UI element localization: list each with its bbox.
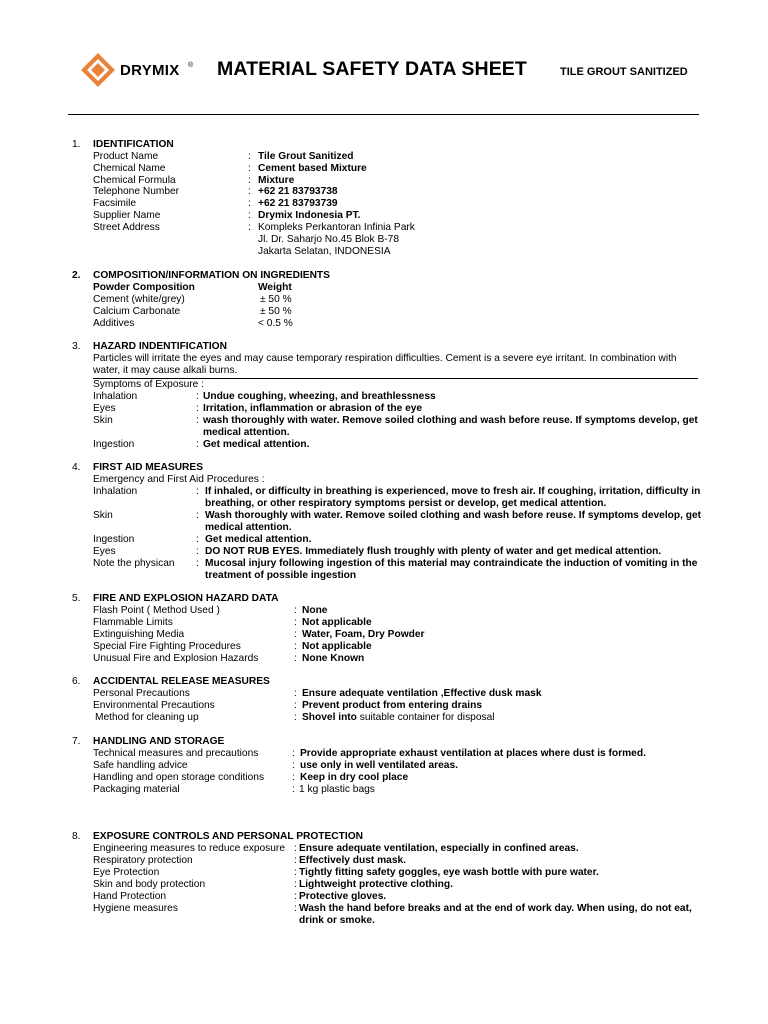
- field-label: Ingestion: [93, 534, 135, 545]
- field-label: Eyes: [93, 546, 116, 557]
- colon: :: [196, 534, 199, 545]
- field-value: +62 21 83793738: [258, 186, 338, 197]
- section-heading: EXPOSURE CONTROLS AND PERSONAL PROTECTION: [93, 831, 363, 842]
- subheading: Emergency and First Aid Procedures :: [93, 474, 265, 485]
- field-value: Tightly fitting safety goggles, eye wash bottle with pure water.: [299, 867, 599, 878]
- field-value: 1 kg plastic bags: [299, 784, 375, 795]
- section-heading: FIRE AND EXPLOSION HAZARD DATA: [93, 593, 279, 604]
- colon: :: [294, 712, 297, 723]
- ingredient-weight: < 0.5 %: [258, 318, 293, 329]
- field-label: Ingestion: [93, 439, 135, 450]
- field-label: Chemical Formula: [93, 175, 176, 186]
- field-value: +62 21 83793739: [258, 198, 338, 209]
- field-label: Extinguishing Media: [93, 629, 185, 640]
- colon: :: [196, 510, 199, 521]
- ingredient-name: Cement (white/grey): [93, 294, 185, 305]
- section-heading: IDENTIFICATION: [93, 139, 174, 150]
- section-heading: COMPOSITION/INFORMATION ON INGREDIENTS: [93, 270, 330, 281]
- field-value: use only in well ventilated areas.: [300, 760, 458, 771]
- colon: :: [196, 486, 199, 497]
- field-value: Irritation, inflammation or abrasion of the eye: [203, 403, 423, 414]
- section-number: 7.: [72, 736, 81, 747]
- field-label: Respiratory protection: [93, 855, 193, 866]
- colon: :: [294, 903, 297, 914]
- field-value: wash thoroughly with water. Remove soiled clothing and wash before reuse. If symptoms develop, get: [203, 415, 698, 426]
- colon: :: [248, 163, 251, 174]
- field-label: Inhalation: [93, 391, 138, 402]
- field-value: Get medical attention.: [203, 439, 310, 450]
- field-label: Eye Protection: [93, 867, 160, 878]
- field-value: Mixture: [258, 175, 295, 186]
- field-value: Get medical attention.: [205, 534, 312, 545]
- field-value: Drymix Indonesia PT.: [258, 210, 361, 221]
- subheading: Symptoms of Exposure :: [93, 379, 204, 390]
- colon: :: [196, 391, 199, 402]
- address-line: Jakarta Selatan, INDONESIA: [258, 246, 391, 257]
- ingredient-weight: ± 50 %: [260, 306, 292, 317]
- colon: :: [294, 688, 297, 699]
- field-label: Flash Point ( Method Used ): [93, 605, 220, 616]
- colon: :: [294, 629, 297, 640]
- ingredient-name: Calcium Carbonate: [93, 306, 181, 317]
- ingredient-name: Additives: [93, 318, 135, 329]
- field-label: Special Fire Fighting Procedures: [93, 641, 241, 652]
- colon: :: [294, 653, 297, 664]
- field-value-cont: breathing, or other respiratory symptoms persist or develop, get medical attention.: [205, 498, 607, 509]
- field-value: DO NOT RUB EYES. Immediately flush troughly with plenty of water and get medical attention.: [205, 546, 662, 557]
- field-label: Method for cleaning up: [95, 712, 199, 723]
- field-value-cont: medical attention.: [203, 427, 290, 438]
- colon: :: [294, 617, 297, 628]
- colon: :: [294, 641, 297, 652]
- colon: :: [294, 855, 297, 866]
- field-label: Engineering measures to reduce exposure: [93, 843, 285, 854]
- column-header: Powder Composition: [93, 282, 195, 293]
- colon: :: [292, 748, 295, 759]
- field-value: Prevent product from entering drains: [302, 700, 483, 711]
- section-number: 3.: [72, 341, 81, 352]
- field-label: Eyes: [93, 403, 116, 414]
- section-number: 6.: [72, 676, 81, 687]
- field-label: Telephone Number: [93, 186, 180, 197]
- section-number: 8.: [72, 831, 81, 842]
- field-value: Not applicable: [302, 617, 372, 628]
- colon: :: [292, 784, 295, 795]
- field-value-cont: medical attention.: [205, 522, 292, 533]
- field-value: Ensure adequate ventilation ,Effective dusk mask: [302, 688, 542, 699]
- field-value: Ensure adequate ventilation, especially in confined areas.: [299, 843, 579, 854]
- field-value: Cement based Mixture: [258, 163, 367, 174]
- field-value-cont: treatment of possible ingestion: [205, 570, 357, 581]
- field-value: None Known: [302, 653, 365, 664]
- logo: [80, 52, 116, 88]
- colon: :: [196, 439, 199, 450]
- field-label: Personal Precautions: [93, 688, 190, 699]
- field-value: Protective gloves.: [299, 891, 387, 902]
- field-value: Wash the hand before breaks and at the end of work day. When using, do not eat,: [299, 903, 692, 914]
- section-number: 2.: [72, 270, 81, 281]
- colon: :: [294, 879, 297, 890]
- registered-mark: ®: [188, 62, 194, 69]
- field-label: Safe handling advice: [93, 760, 188, 771]
- colon: :: [292, 772, 295, 783]
- section-heading: ACCIDENTAL RELEASE MEASURES: [93, 676, 270, 687]
- field-value-bold: Shovel into: [302, 712, 357, 723]
- drymix-diamond-icon: [80, 52, 116, 88]
- header-divider: [68, 114, 699, 115]
- field-value: Undue coughing, wheezing, and breathlessness: [203, 391, 436, 402]
- field-label: Hygiene measures: [93, 903, 178, 914]
- field-value: [302, 712, 495, 724]
- column-header: Weight: [258, 282, 292, 293]
- colon: :: [196, 415, 199, 426]
- address-line: Jl. Dr. Saharjo No.45 Blok B-78: [258, 234, 399, 245]
- field-label: Chemical Name: [93, 163, 166, 174]
- field-value: None: [302, 605, 328, 616]
- colon: :: [248, 198, 251, 209]
- colon: :: [248, 222, 251, 233]
- field-value: Lightweight protective clothing.: [299, 879, 453, 890]
- field-value: Wash thoroughly with water. Remove soiled clothing and wash before reuse. If symptoms develop, get: [205, 510, 702, 521]
- field-label: Facsimile: [93, 198, 137, 209]
- colon: :: [294, 843, 297, 854]
- field-value: Keep in dry cool place: [300, 772, 409, 783]
- colon: :: [294, 867, 297, 878]
- field-value: Provide appropriate exhaust ventilation at places where dust is formed.: [300, 748, 646, 759]
- colon: :: [196, 546, 199, 557]
- field-label: Handling and open storage conditions: [93, 772, 265, 783]
- field-label: Skin and body protection: [93, 879, 206, 890]
- colon: :: [292, 760, 295, 771]
- ingredient-weight: ± 50 %: [260, 294, 292, 305]
- colon: :: [294, 700, 297, 711]
- field-label: Street Address: [93, 222, 160, 233]
- section-number: 5.: [72, 593, 81, 604]
- page-title: MATERIAL SAFETY DATA SHEET: [217, 58, 527, 80]
- colon: :: [248, 186, 251, 197]
- field-label: Packaging material: [93, 784, 180, 795]
- field-value: If inhaled, or difficulty in breathing is experienced, move to fresh air. If coughing, irritation, difficulty in: [205, 486, 701, 497]
- brand-name: DRYMIX: [120, 62, 180, 79]
- section-heading: HANDLING AND STORAGE: [93, 736, 225, 747]
- product-title: TILE GROUT SANITIZED: [560, 66, 688, 78]
- field-label: Environmental Precautions: [93, 700, 215, 711]
- colon: :: [294, 605, 297, 616]
- field-label: Skin: [93, 415, 113, 426]
- field-label: Technical measures and precautions: [93, 748, 259, 759]
- colon: :: [294, 891, 297, 902]
- paragraph: water, it may cause alkali burns.: [93, 365, 238, 376]
- field-label: Note the physican: [93, 558, 175, 569]
- field-label: Product Name: [93, 151, 159, 162]
- section-heading: FIRST AID MEASURES: [93, 462, 203, 473]
- field-value: Effectively dust mask.: [299, 855, 407, 866]
- section-heading: HAZARD INDENTIFICATION: [93, 341, 227, 352]
- field-value: Kompleks Perkantoran Infinia Park: [258, 222, 415, 233]
- colon: :: [196, 403, 199, 414]
- field-label: Skin: [93, 510, 113, 521]
- colon: :: [248, 210, 251, 221]
- field-value-rest: suitable container for disposal: [356, 712, 495, 723]
- field-label: Inhalation: [93, 486, 138, 497]
- section-number: 1.: [72, 139, 81, 150]
- colon: :: [248, 175, 251, 186]
- field-label: Flammable Limits: [93, 617, 173, 628]
- field-label: Hand Protection: [93, 891, 167, 902]
- field-value-cont: drink or smoke.: [299, 915, 375, 926]
- colon: :: [248, 151, 251, 162]
- field-value: Water, Foam, Dry Powder: [302, 629, 425, 640]
- section-number: 4.: [72, 462, 81, 473]
- paragraph: Particles will irritate the eyes and may cause temporary respiration difficulties. Cement is a severe eye irritant. In combination with: [93, 353, 677, 364]
- colon: :: [196, 558, 199, 569]
- field-value: Mucosal injury following ingestion of this material may contraindicate the induction of vomiting in the: [205, 558, 698, 569]
- field-value: Tile Grout Sanitized: [258, 151, 354, 162]
- field-label: Supplier Name: [93, 210, 161, 221]
- field-label: Unusual Fire and Explosion Hazards: [93, 653, 259, 664]
- field-value: Not applicable: [302, 641, 372, 652]
